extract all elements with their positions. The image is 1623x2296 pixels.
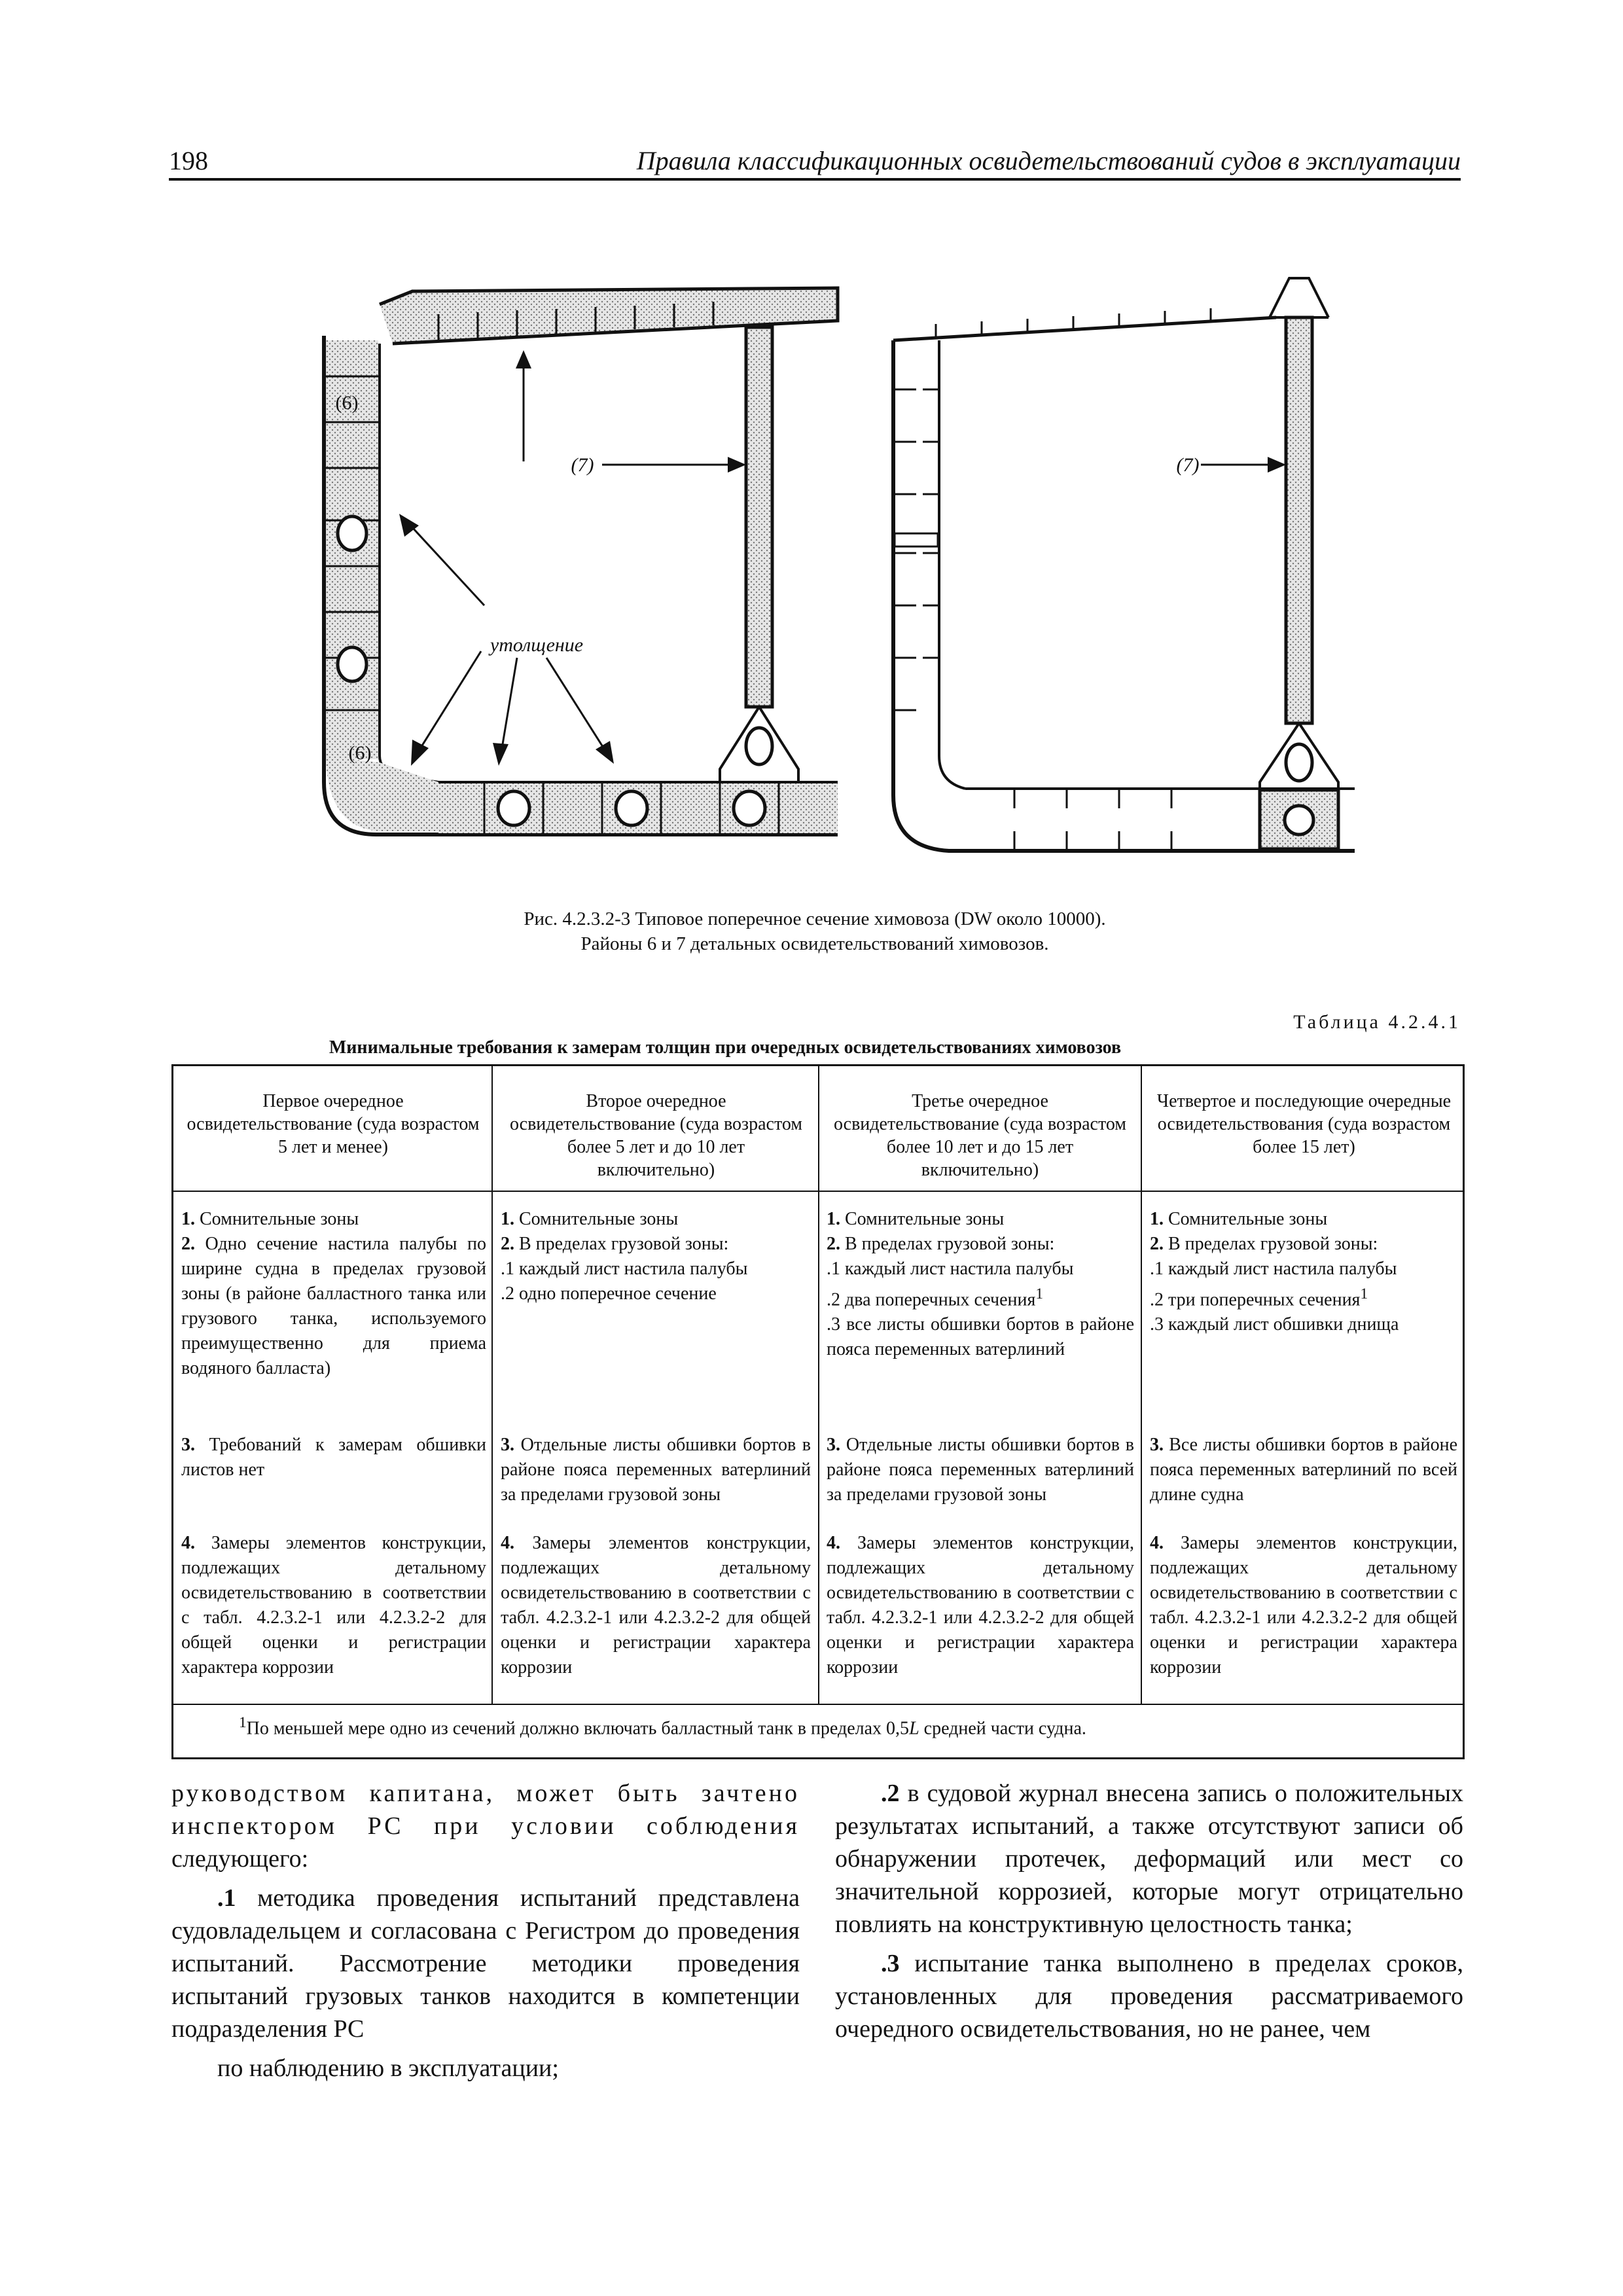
col-1-item-1: 1. Сомнительные зоны: [181, 1209, 359, 1229]
col-divider-2: [818, 1066, 819, 1704]
col-2-item-4: 4. Замеры элементов конструкции, подлежащих детальному освидетельствованию в соответствии с табл. 4.2.3.2-1 или 4.2.3.2-2 для общей оценки и регистрации характера коррозии: [501, 1533, 812, 1677]
left-paragraph-1: руководством капитана, может быть зачтено инспектором РС при условии соблюдения следующего:: [171, 1780, 800, 1873]
col-1-item-4: 4. Замеры элементов конструкции, подлежащих детальному освидетельствованию в соответствии с табл. 4.2.3.2-1 или 4.2.3.2-2 для общей оценки и регистрации характера коррозии: [181, 1533, 487, 1677]
cross-section-figure: [308, 259, 1420, 880]
caption-line-1: Рис. 4.2.3.2-3 Типовое поперечное сечение химовоза (DW около 10000).: [524, 908, 1106, 929]
zone-6-top-label: (6): [335, 392, 359, 414]
page-number: 198: [169, 146, 208, 175]
thickening-label: утолщение: [490, 634, 584, 656]
body-right-column: [835, 1777, 1463, 2052]
footnote-divider: [173, 1704, 1463, 1705]
left-paragraph-2: .1 методика проведения испытаний представлена судовладельцем и согласована с Регистром до проведения испытаний. Рассмотрение методики проведения испытаний грузовых танков находится в компетенции подразделения РС: [171, 1884, 800, 2043]
col-1-item-2: 2. Одно сечение настила палубы по ширине судна в пределах грузовой зоны (в районе балластного танка или грузового танка, используемого преимущественно для приема водяного балласта): [181, 1234, 486, 1378]
zone-6-bottom-label: (6): [348, 742, 372, 764]
col-4-body: [1150, 1207, 1457, 1337]
thickness-requirements-table: [171, 1064, 1465, 1759]
header-col-4: Четвертое и последующие очередные освидетельствования (суда возрастом более 15 лет): [1156, 1091, 1452, 1157]
col-3-item-2c: .3 все листы обшивки бортов в районе пояса переменных ватерлиний: [827, 1314, 1134, 1360]
col-2-body: [501, 1207, 811, 1306]
col-4-body-3: [1150, 1433, 1457, 1507]
col-4-item-2a: .1 каждый лист настила палубы: [1150, 1259, 1397, 1279]
col-4-item-4: 4. Замеры элементов конструкции, подлежащих детальному освидетельствованию в соответствии с табл. 4.2.3.2-1 или 4.2.3.2-2 для общей оценки и регистрации характера коррозии: [1150, 1533, 1457, 1677]
header-rule: [169, 178, 1461, 181]
col-3-body-3: [827, 1433, 1134, 1507]
col-3-item-4: 4. Замеры элементов конструкции, подлежащих детальному освидетельствованию в соответствии с табл. 4.2.3.2-1 или 4.2.3.2-2 для общей оценки и регистрации характера коррозии: [827, 1533, 1134, 1677]
col-2-item-1: 1. Сомнительные зоны: [501, 1209, 679, 1229]
caption-line-2: Районы 6 и 7 детальных освидетельствований химовозов.: [580, 933, 1049, 954]
col-4-body-4: [1150, 1531, 1457, 1680]
col-4-item-1: 1. Сомнительные зоны: [1150, 1209, 1328, 1229]
col-3-body: [827, 1207, 1134, 1362]
bilge-tank: [326, 756, 438, 831]
col-1-item-3: 3. Требований к замерам обшивки листов нет: [181, 1435, 486, 1480]
col-4-item-3: 3. Все листы обшивки бортов в районе пояса переменных ватерлиний по всей длине судна: [1150, 1435, 1458, 1505]
right-section: [893, 278, 1355, 851]
col-3-body-4: [827, 1531, 1134, 1680]
table-number: Таблица 4.2.4.1: [1293, 1011, 1461, 1033]
col-2-item-2a: .1 каждый лист настила палубы: [501, 1259, 748, 1279]
header-col-3: Третье очередное освидетельствование (суда возрастом более 10 лет и до 15 лет включительно): [833, 1091, 1127, 1180]
right-paragraph-2: .3 испытание танка выполнено в пределах сроков, установленных для проведения рассматриваемого очередного освидетельствования, но не ранее, чем: [835, 1950, 1463, 2043]
body-left-column: [171, 1777, 800, 2091]
col-3-item-2: 2. В пределах грузовой зоны:: [827, 1234, 1055, 1254]
figure-caption: [169, 906, 1461, 956]
right-paragraph-1: .2 в судовой журнал внесена запись о положительных результатах испытаний, а также отсутствуют записи об обнаружении протечек, деформаций или мест со значительной коррозией, которые могут отрицательно повлиять на конструктивную целостность танка;: [835, 1780, 1463, 1938]
col-2-item-2: 2. В пределах грузовой зоны:: [501, 1234, 729, 1254]
table-footnote: $^1$По меньшей мере одно из сечений должно включать балластный танк в пределах 0,5L средней части судна.: [239, 1714, 1086, 1739]
col-divider-3: [1141, 1066, 1142, 1704]
col-divider-1: [491, 1066, 493, 1704]
col-2-body-3: [501, 1433, 811, 1507]
col-2-item-3: 3. Отдельные листы обшивки бортов в районе пояса переменных ватерлиний за пределами грузовой зоны: [501, 1435, 811, 1505]
zone-7-left-label: (7): [571, 454, 594, 476]
left-section: [324, 288, 838, 834]
col-1-body-3: [181, 1433, 486, 1482]
col-1-body-4: [181, 1531, 486, 1680]
col-1-body: [181, 1207, 486, 1381]
col-3-item-2b: .2 два поперечных сечения$^1$: [827, 1285, 1044, 1310]
col-4-item-2c: .3 каждый лист обшивки днища: [1150, 1314, 1399, 1335]
zone-7-right-label: (7): [1176, 454, 1200, 476]
col-2-item-2b: .2 одно поперечное сечение: [501, 1283, 717, 1304]
running-title: Правила классификационных освидетельствований судов в эксплуатации: [636, 146, 1461, 175]
col-2-body-4: [501, 1531, 811, 1680]
page-header: [169, 145, 1461, 178]
col-3-item-3: 3. Отдельные листы обшивки бортов в районе пояса переменных ватерлиний за пределами грузовой зоны: [827, 1435, 1134, 1505]
header-col-1: Первое очередное освидетельствование (суда возрастом 5 лет и менее): [187, 1091, 480, 1157]
header-divider: [173, 1191, 1463, 1192]
col-3-item-1: 1. Сомнительные зоны: [827, 1209, 1005, 1229]
col-3-item-2a: .1 каждый лист настила палубы: [827, 1259, 1074, 1279]
left-paragraph-3: по наблюдению в эксплуатации;: [217, 2054, 559, 2082]
col-4-item-2: 2. В пределах грузовой зоны:: [1150, 1234, 1378, 1254]
chemical-tanker-cross-section-diagram: [308, 259, 1420, 880]
col-4-item-2b: .2 три поперечных сечения$^1$: [1150, 1285, 1368, 1310]
table-title: Минимальные требования к замерам толщин при очередных освидетельствованиях химовозов: [329, 1037, 1122, 1058]
header-col-2: Второе очередное освидетельствование (суда возрастом более 5 лет и до 10 лет включительно): [509, 1091, 803, 1180]
